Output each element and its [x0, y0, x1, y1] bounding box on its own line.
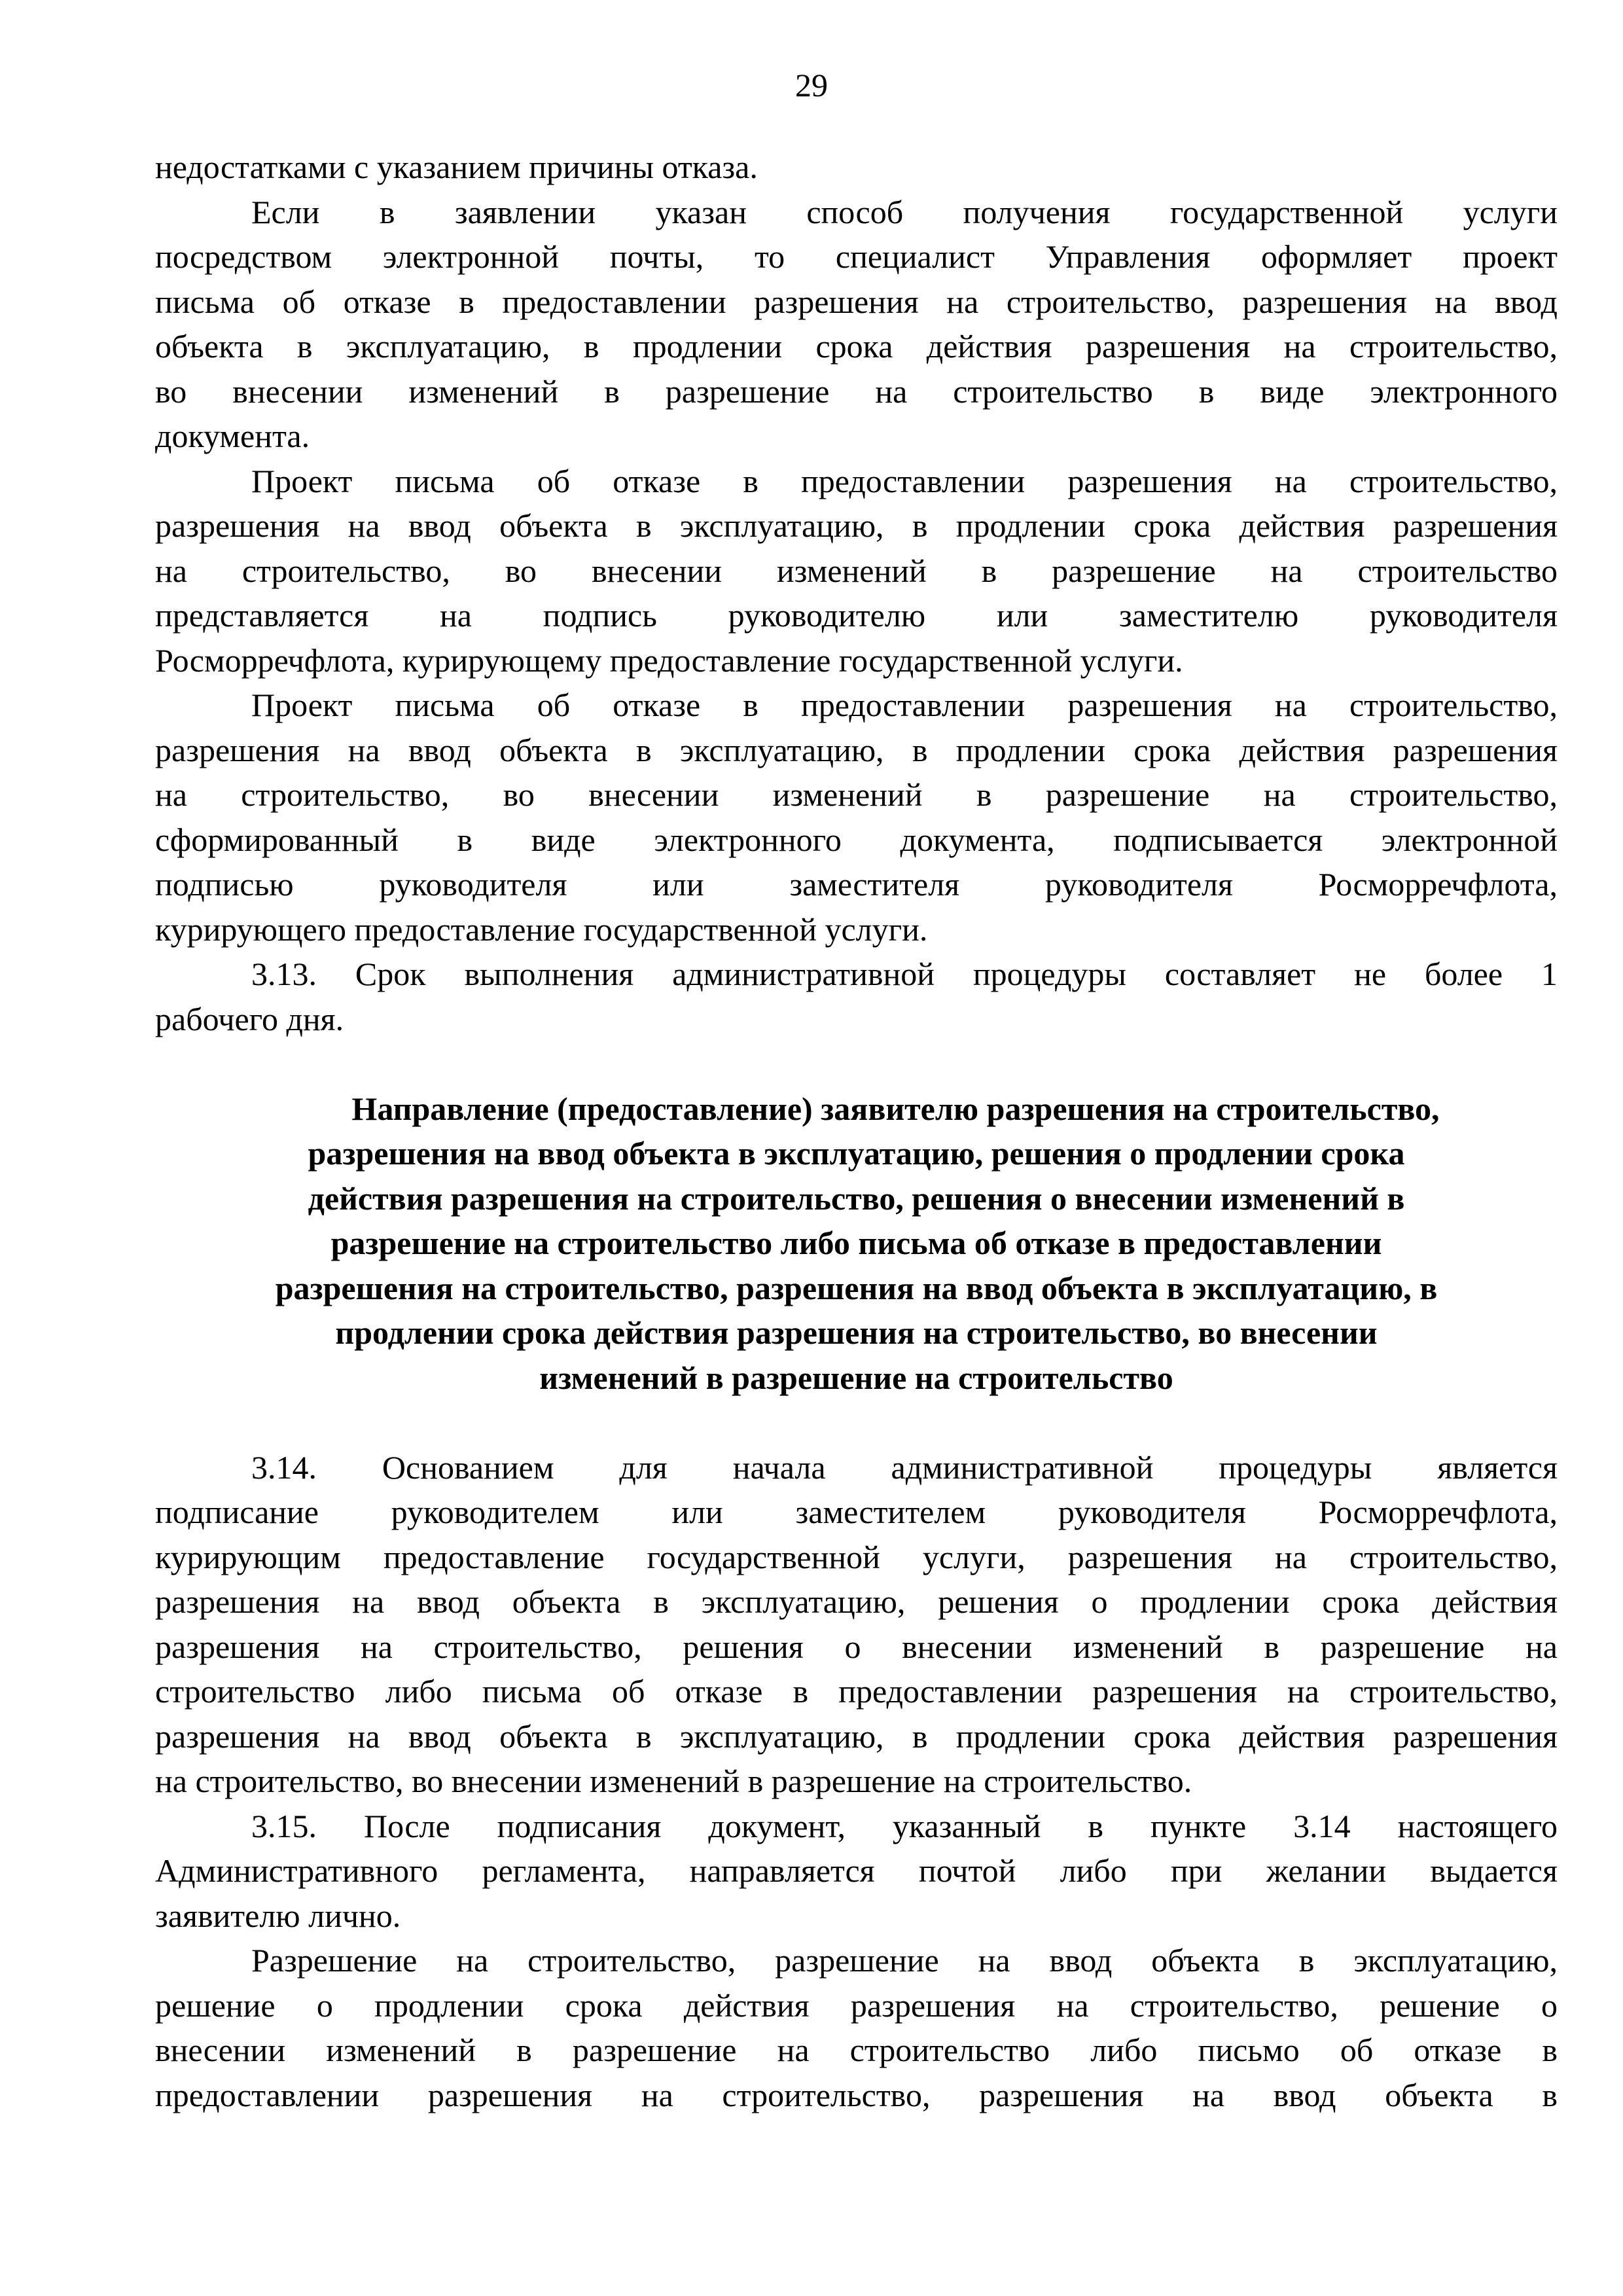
document-body [155, 145, 1558, 2117]
text-line: 3.15. После подписания документ, указанный в пункте 3.14 настоящего [251, 1807, 1558, 1844]
text-line: на строительство, во внесении изменений в разрешение на строительство. [155, 1763, 1192, 1799]
text-line: заявителю лично. [155, 1897, 401, 1934]
text-line: разрешения на строительство, решения о внесении изменений в разрешение на [155, 1628, 1558, 1665]
text-line: 3.14. Основанием для начала административной процедуры является [251, 1448, 1558, 1486]
section-after-heading [155, 1445, 1558, 2118]
text-line: внесении изменений в разрешение на строительство либо письмо об отказе в [155, 2032, 1558, 2068]
text-line: Если в заявлении указан способ получения государственной услуги [251, 193, 1558, 230]
paragraph [155, 459, 1558, 683]
heading-line: Направление (предоставление) заявителю разрешения на строительство, [351, 1090, 1440, 1127]
text-line: Административного регламента, направляется почтой либо при желании выдается [155, 1852, 1558, 1889]
text-line: представляется на подпись руководителю или заместителю руководителя [155, 597, 1558, 634]
text-line: посредством электронной почты, то специалист Управления оформляет проект [155, 238, 1558, 275]
paragraph [155, 145, 1558, 190]
section-heading [155, 1086, 1558, 1401]
heading-line: продлении срока действия разрешения на строительство, во внесении [335, 1314, 1378, 1351]
text-line: письма об отказе в предоставлении разрешения на строительство, разрешения на ввод [155, 283, 1558, 320]
text-line: разрешения на ввод объекта в эксплуатацию, в продлении срока действия разрешения [155, 731, 1558, 768]
text-line: Разрешение на строительство, разрешение на ввод объекта в эксплуатацию, [251, 1942, 1558, 1979]
text-line: курирующим предоставление государственной услуги, разрешения на строительство, [155, 1538, 1558, 1575]
text-line: во внесении изменений в разрешение на строительство в виде электронного [155, 372, 1558, 410]
text-line: подписью руководителя или заместителя руководителя Росморречфлота, [155, 866, 1558, 903]
text-line: Росморречфлота, курирующему предоставление государственной услуги. [155, 641, 1183, 679]
paragraph [155, 952, 1558, 1041]
text-line: курирующего предоставление государственной услуги. [155, 910, 928, 948]
text-line: Проект письма об отказе в предоставлении разрешения на строительство, [251, 462, 1558, 499]
heading-line: изменений в разрешение на строительство [539, 1359, 1173, 1396]
section-before-heading [155, 145, 1558, 1041]
heading-line: разрешение на строительство либо письма об отказе в предоставлении [330, 1225, 1382, 1261]
text-line: на строительство, во внесении изменений в разрешение на строительство [155, 552, 1558, 589]
paragraph [155, 1445, 1558, 1804]
text-line: недостатками с указанием причины отказа. [155, 149, 758, 185]
text-line: решение о продлении срока действия разрешения на строительство, решение о [155, 1986, 1558, 2024]
text-line: рабочего дня. [155, 1000, 344, 1037]
text-line: разрешения на ввод объекта в эксплуатацию, в продлении срока действия разрешения [155, 1717, 1558, 1755]
text-line: сформированный в виде электронного документа, подписывается электронной [155, 821, 1558, 858]
paragraph [155, 1804, 1558, 1939]
paragraph [155, 190, 1558, 459]
text-line: документа. [155, 418, 310, 454]
blank-line [155, 1400, 1558, 1445]
text-line: предоставлении разрешения на строительство, разрешения на ввод объекта в [155, 2076, 1558, 2113]
text-line: на строительство, во внесении изменений в разрешение на строительство, [155, 776, 1558, 813]
text-line: разрешения на ввод объекта в эксплуатацию, решения о продлении срока действия [155, 1583, 1558, 1620]
text-line: разрешения на ввод объекта в эксплуатацию, в продлении срока действия разрешения [155, 507, 1558, 544]
text-line: 3.13. Срок выполнения административной процедуры составляет не более 1 [251, 956, 1558, 992]
text-line: объекта в эксплуатацию, в продлении срока действия разрешения на строительство, [155, 328, 1558, 365]
heading-line: действия разрешения на строительство, решения о внесении изменений в [308, 1179, 1405, 1217]
heading-line: разрешения на строительство, разрешения на ввод объекта в эксплуатацию, в [275, 1269, 1438, 1306]
paragraph [155, 683, 1558, 952]
text-line: подписание руководителем или заместителем руководителя Росморречфлота, [155, 1494, 1558, 1530]
text-line: строительство либо письма об отказе в предоставлении разрешения на строительство, [155, 1673, 1558, 1710]
blank-line [155, 1041, 1558, 1086]
text-line: Проект письма об отказе в предоставлении разрешения на строительство, [251, 687, 1558, 723]
page-number: 29 [795, 67, 828, 103]
heading-line: разрешения на ввод объекта в эксплуатацию, решения о продлении срока [308, 1135, 1405, 1172]
paragraph [155, 1938, 1558, 2117]
